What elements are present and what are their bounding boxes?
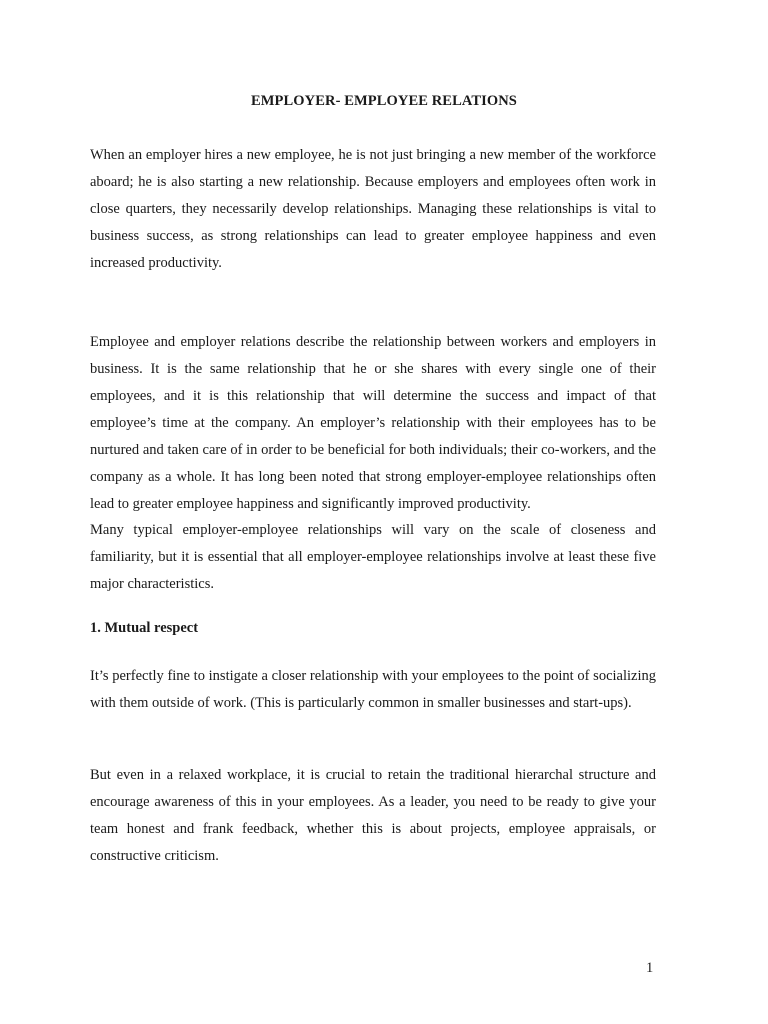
page-number: 1 — [646, 960, 654, 976]
paragraph-characteristics: Many typical employer-employee relationships will vary on the scale of closeness and familiarity, but it is essential that all employer-employee relationships involve at least these five major characteristics. — [90, 522, 656, 592]
section-heading-mutual-respect: 1. Mutual respect — [90, 620, 199, 636]
paragraph-closer-relationship: It’s perfectly fine to instigate a closer relationship with your employees to the point of socializing with them outside of work. (This is particularly common in smaller businesses and start-ups). — [90, 668, 656, 711]
paragraph-relations: Employee and employer relations describe the relationship between workers and employers in business. It is the same relationship that he or she shares with every single one of their employees, and it is this relationship that will determine the success and impact of that employee’s time at the company. An employer’s relationship with their employees has to be nurtured and taken care of in order to be beneficial for both individuals; their co-workers, and the company as a whole. It has long been noted that strong employer-employee relationships often lead to greater employee happiness and significantly improved productivity. — [90, 334, 656, 512]
paragraph-intro: When an employer hires a new employee, he is not just bringing a new member of the workforce aboard; he is also starting a new relationship. Because employers and employees often work in close quarters, they necessarily develop relationships. Managing these relationships is vital to business success, as strong relationships can lead to greater employee happiness and even increased productivity. — [90, 147, 656, 271]
paragraph-hierarchy: But even in a relaxed workplace, it is crucial to retain the traditional hierarchal structure and encourage awareness of this in your employees. As a leader, you need to be ready to give your team honest and frank feedback, whether this is about projects, employee appraisals, or constructive criticism. — [90, 767, 656, 864]
document-title: EMPLOYER- EMPLOYEE RELATIONS — [251, 93, 517, 109]
